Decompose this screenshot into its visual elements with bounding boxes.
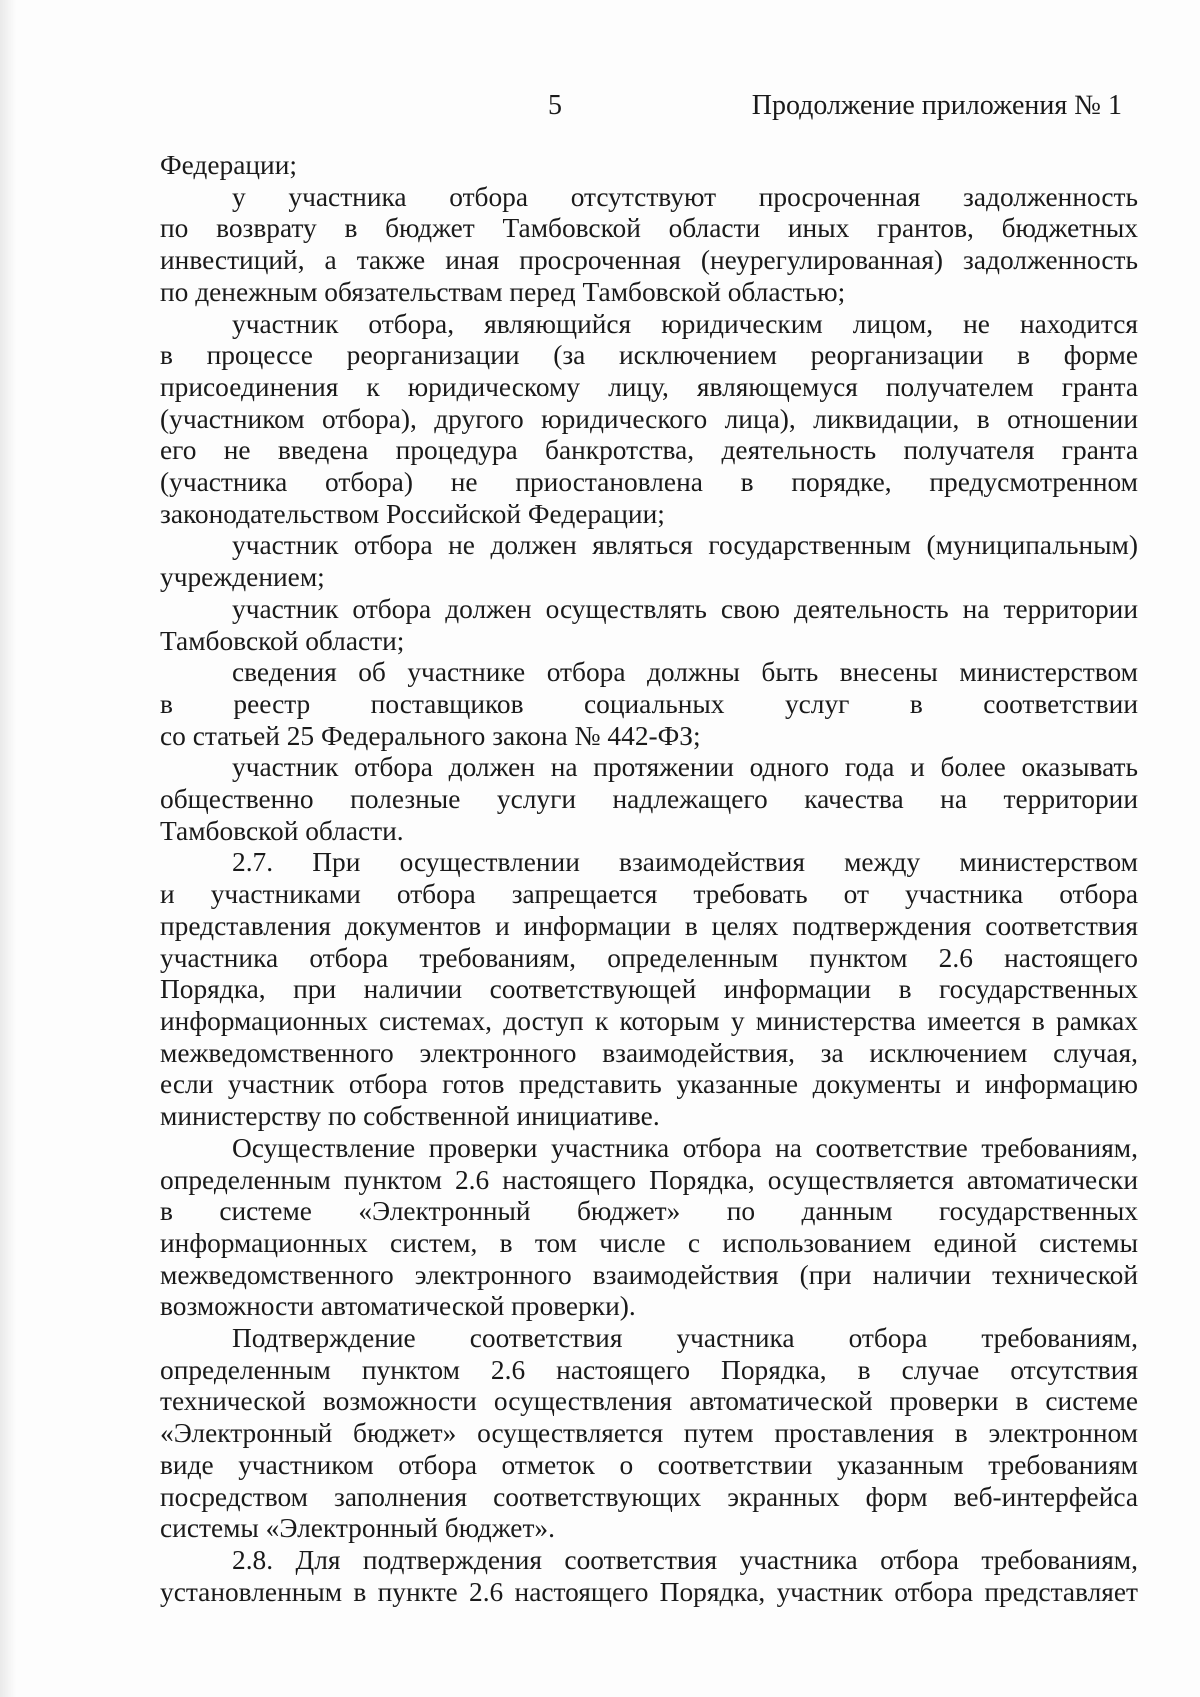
text-line: Тамбовской области; bbox=[160, 625, 405, 656]
text-line: информационных систем, в том числе с использованием единой системы bbox=[160, 1227, 1138, 1258]
text-line: 2.7. При осуществлении взаимодействия между министерством bbox=[232, 847, 1138, 878]
text-line: Федерации; bbox=[160, 150, 297, 180]
text-line: участник отбора должен осуществлять свою деятельность на территории bbox=[232, 593, 1138, 624]
scan-edge-shadow bbox=[0, 0, 16, 1697]
text-line: присоединения к юридическому лицу, являющемуся получателем гранта bbox=[160, 371, 1138, 402]
text-line: по возврату в бюджет Тамбовской области иных грантов, бюджетных bbox=[160, 213, 1138, 244]
text-line: участник отбора должен на протяжении одного года и более оказывать bbox=[232, 752, 1138, 783]
text-line: межведомственного электронного взаимодействия (при наличии технической bbox=[160, 1259, 1138, 1290]
text-line: законодательством Российской Федерации; bbox=[160, 498, 665, 529]
text-line: и участниками отбора запрещается требовать от участника отбора bbox=[160, 879, 1138, 910]
page-number: 5 bbox=[548, 90, 562, 121]
text-line: участника отбора требованиям, определенным пунктом 2.6 настоящего bbox=[160, 942, 1138, 973]
text-line: общественно полезные услуги надлежащего качества на территории bbox=[160, 784, 1138, 815]
text-line: (участником отбора), другого юридического лица), ликвидации, в отношении bbox=[160, 403, 1138, 434]
text-line: Тамбовской области. bbox=[160, 815, 404, 846]
text-line: определенным пунктом 2.6 настоящего Порядка, осуществляется автоматически bbox=[160, 1164, 1138, 1195]
text-line: информационных системах, доступ к которым у министерства имеется в рамках bbox=[160, 1005, 1138, 1036]
text-line: инвестиций, а также иная просроченная (неурегулированная) задолженность bbox=[160, 245, 1138, 276]
running-header-title: Продолжение приложения № 1 bbox=[751, 90, 1122, 121]
text-line: (участника отбора) не приостановлена в порядке, предусмотренном bbox=[160, 467, 1138, 498]
text-line: Осуществление проверки участника отбора на соответствие требованиям, bbox=[232, 1132, 1138, 1163]
text-line: виде участником отбора отметок о соответствии указанным требованиям bbox=[160, 1449, 1138, 1480]
text-line: 2.8. Для подтверждения соответствия участника отбора требованиям, bbox=[232, 1544, 1138, 1575]
text-line: межведомственного электронного взаимодействия, за исключением случая, bbox=[160, 1037, 1138, 1068]
text-line: по денежным обязательствам перед Тамбовской областью; bbox=[160, 276, 846, 307]
text-line: в системе «Электронный бюджет» по данным государственных bbox=[160, 1196, 1138, 1227]
text-line: Порядка, при наличии соответствующей информации в государственных bbox=[160, 974, 1138, 1005]
text-line: со статьей 25 Федерального закона № 442-ФЗ; bbox=[160, 720, 701, 751]
text-line: сведения об участнике отбора должны быть внесены министерством bbox=[232, 657, 1138, 688]
text-line: участник отбора не должен являться государственным (муниципальным) bbox=[232, 530, 1138, 561]
text-line: в реестр поставщиков социальных услуг в соответствии bbox=[160, 688, 1138, 719]
text-line: определенным пунктом 2.6 настоящего Порядка, в случае отсутствия bbox=[160, 1354, 1138, 1385]
text-line: «Электронный бюджет» осуществляется путем проставления в электронном bbox=[160, 1418, 1138, 1449]
text-line: если участник отбора готов представить указанные документы и информацию bbox=[160, 1069, 1138, 1100]
text-line: у участника отбора отсутствуют просроченная задолженность bbox=[232, 181, 1138, 212]
text-line: представления документов и информации в целях подтверждения соответствия bbox=[160, 910, 1138, 941]
text-line: участник отбора, являющийся юридическим лицом, не находится bbox=[232, 308, 1138, 339]
text-line: возможности автоматической проверки). bbox=[160, 1291, 636, 1322]
document-body bbox=[160, 150, 1138, 1608]
text-line: в процессе реорганизации (за исключением реорганизации в форме bbox=[160, 340, 1138, 371]
text-line: учреждением; bbox=[160, 562, 325, 593]
text-line: системы «Электронный бюджет». bbox=[160, 1513, 555, 1544]
text-line: установленным в пункте 2.6 настоящего Порядка, участник отбора представляет bbox=[160, 1576, 1138, 1607]
text-line: посредством заполнения соответствующих экранных форм веб-интерфейса bbox=[160, 1481, 1138, 1512]
text-line: технической возможности осуществления автоматической проверки в системе bbox=[160, 1386, 1138, 1417]
text-line: министерству по собственной инициативе. bbox=[160, 1101, 660, 1132]
text-line: его не введена процедура банкротства, деятельность получателя гранта bbox=[160, 435, 1138, 466]
text-line: Подтверждение соответствия участника отбора требованиям, bbox=[232, 1323, 1138, 1354]
